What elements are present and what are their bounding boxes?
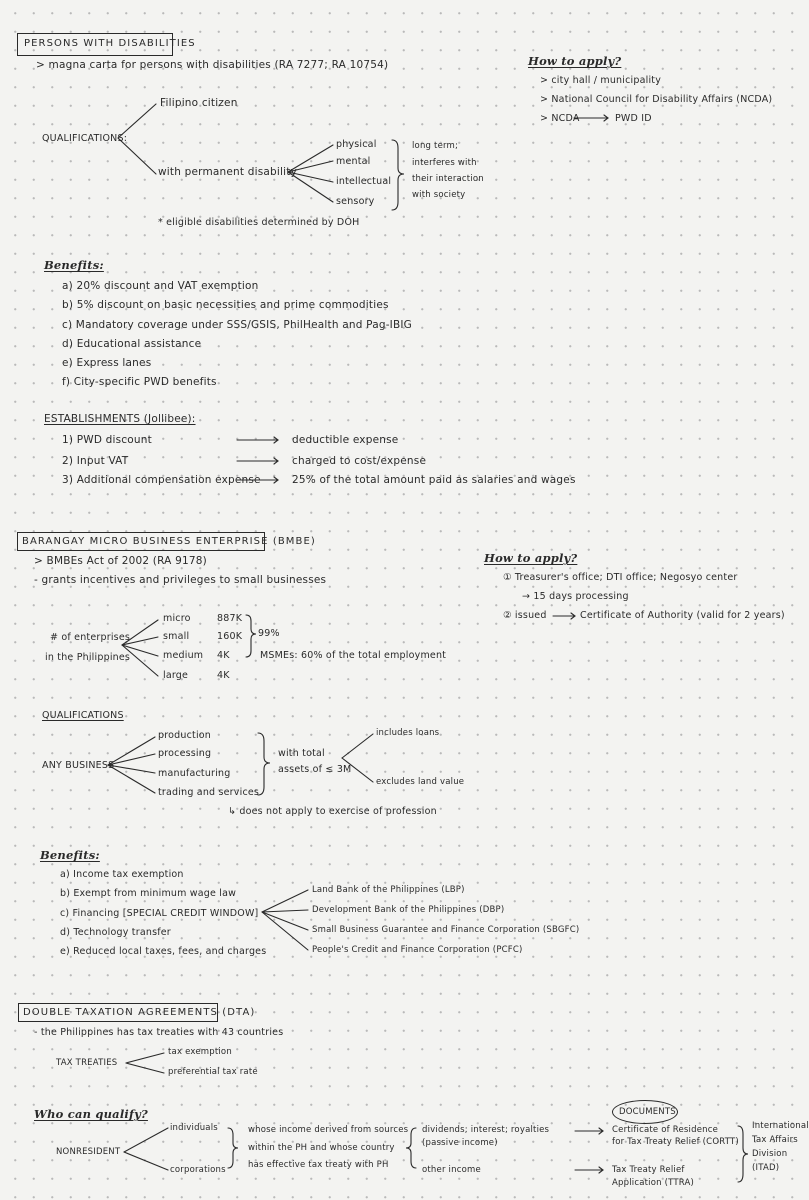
- bmbe-apply-1: ① Treasurer's office; DTI office; Negosyo center: [503, 572, 738, 583]
- estab-item-3-result: 25% of the total amount paid as salaries and wages: [292, 474, 576, 486]
- cortt-2: for Tax Treaty Relief (CORTT): [612, 1137, 739, 1147]
- branch-includes: [342, 734, 373, 758]
- bank-sbgfc: Small Business Guarantee and Finance Corporation (SBGFC): [312, 925, 580, 935]
- includes-loans: includes loans: [376, 728, 440, 738]
- size-small: small: [163, 631, 190, 642]
- assets-2: assets of ≤ 3M: [278, 764, 352, 775]
- who-qualify-title: Who can qualify?: [34, 1107, 148, 1121]
- bmbe-benefit-b: b) Exempt from minimum wage law: [60, 888, 237, 899]
- pwd-type-mental: mental: [336, 156, 371, 167]
- msmes-note: MSMEs: 60% of the total employment: [260, 650, 447, 661]
- cortt-1: Certificate of Residence: [612, 1125, 719, 1135]
- enterprise-label-1: # of enterprises: [50, 632, 131, 643]
- enterprise-label-2: in the Philippines: [45, 652, 131, 663]
- pwd-longterm-4: with society: [412, 190, 466, 200]
- pwd-apply-item-1: > city hall / municipality: [540, 75, 662, 86]
- income-source-1: whose income derived from sources: [248, 1125, 409, 1135]
- bmbe-apply-1b: → 15 days processing: [522, 591, 629, 602]
- bmbe-benefit-a: a) Income tax exemption: [60, 869, 184, 880]
- activity-production: production: [158, 730, 212, 741]
- dta-treaties-note: - the Philippines has tax treaties with 43 countries: [34, 1027, 284, 1038]
- ttra-2: Application (TTRA): [612, 1178, 695, 1188]
- pwd-benefit-c: c) Mandatory coverage under SSS/GSIS, PhilHealth and Pag-IBIG: [62, 319, 413, 331]
- brace-pwd: [392, 140, 404, 210]
- pct-99: 99%: [258, 628, 280, 639]
- branch-processing: [108, 754, 155, 765]
- any-business: ANY BUSINESS: [42, 760, 115, 771]
- bmbe-apply-2b: Certificate of Authority (valid for 2 years): [580, 610, 785, 621]
- estab-item-2: 2) Input VAT: [62, 455, 129, 467]
- pwd-benefit-d: d) Educational assistance: [62, 338, 202, 350]
- itad-2: Tax Affairs: [752, 1135, 798, 1145]
- bmbe-grants: - grants incentives and privileges to small businesses: [34, 574, 327, 586]
- bmbe-benefit-c: c) Financing [SPECIAL CREDIT WINDOW]: [60, 908, 259, 919]
- pwd-apply-item-3: > NCDA: [540, 113, 580, 124]
- itad-4: (ITAD): [752, 1163, 780, 1173]
- tax-treaties-label: TAX TREATIES: [56, 1058, 118, 1068]
- dta-title: DOUBLE TAXATION AGREEMENTS (DTA): [23, 1007, 256, 1018]
- bmbe-title: BARANGAY MICRO BUSINESS ENTERPRISE (BMBE): [22, 536, 316, 547]
- treaty-tax-exemption: tax exemption: [168, 1047, 232, 1057]
- pwd-benefit-f: f) City-specific PWD benefits: [62, 376, 217, 388]
- activity-processing: processing: [158, 748, 212, 759]
- passive-2: (passive income): [422, 1138, 498, 1148]
- brace-dta-1: [228, 1128, 238, 1168]
- bmbe-apply-2: ② issued: [503, 610, 547, 621]
- size-medium-count: 4K: [217, 650, 230, 661]
- branch-corporations: [124, 1152, 168, 1170]
- size-micro-count: 887K: [217, 613, 243, 624]
- bmbe-benefit-d: d) Technology transfer: [60, 927, 171, 938]
- pwd-benefit-e: e) Express lanes: [62, 357, 152, 369]
- brace-sizes: [246, 615, 256, 657]
- passive-1: dividends; interest; royalties: [422, 1125, 550, 1135]
- estab-title: ESTABLISHMENTS (Jollibee):: [44, 413, 196, 425]
- branch-individuals: [124, 1128, 168, 1152]
- bmbe-benefit-e: e) Reduced local taxes, fees, and charges: [60, 946, 267, 957]
- pwd-permanent: with permanent disability: [158, 166, 297, 178]
- estab-item-1-result: deductible expense: [292, 434, 399, 446]
- pwd-apply-item-2: > National Council for Disability Affairs (NCDA): [540, 94, 773, 105]
- branch-dbp: [262, 910, 308, 912]
- size-micro: micro: [163, 613, 191, 624]
- ttra-1: Tax Treaty Relief: [612, 1165, 685, 1175]
- branch-pcfc: [262, 912, 308, 950]
- assets-1: with total: [278, 748, 325, 759]
- bmbe-act: > BMBEs Act of 2002 (RA 9178): [34, 555, 207, 567]
- pwd-longterm-2: interferes with: [412, 158, 477, 168]
- estab-item-1: 1) PWD discount: [62, 434, 152, 446]
- branch-lbp: [262, 890, 308, 912]
- brace-itad: [738, 1126, 748, 1182]
- bmbe-benefits-title: Benefits:: [40, 848, 100, 862]
- itad-1: International: [752, 1121, 809, 1131]
- pwd-longterm-3: their interaction: [412, 174, 484, 184]
- itad-3: Division: [752, 1149, 788, 1159]
- profession-note: ↳ does not apply to exercise of profession: [228, 806, 437, 817]
- size-large: large: [163, 670, 189, 681]
- treaty-preferential: preferential tax rate: [168, 1067, 258, 1077]
- brace-business: [258, 733, 270, 795]
- size-medium: medium: [163, 650, 204, 661]
- other-income: other income: [422, 1165, 481, 1175]
- pwd-benefits-title: Benefits:: [44, 258, 104, 272]
- nonresident-label: NONRESIDENT: [56, 1147, 121, 1157]
- activity-manufacturing: manufacturing: [158, 768, 231, 779]
- pwd-type-physical: physical: [336, 139, 377, 150]
- activity-trading: trading and services: [158, 787, 260, 798]
- pwd-qual-label: QUALIFICATIONS:: [42, 133, 128, 144]
- excludes-land: excludes land value: [376, 777, 465, 787]
- kind-corporations: corporations: [170, 1165, 226, 1175]
- pwd-apply-item-4: PWD ID: [615, 113, 652, 124]
- size-large-count: 4K: [217, 670, 230, 681]
- pwd-type-intellectual: intellectual: [336, 176, 392, 187]
- branch-production: [108, 737, 155, 765]
- pwd-type-sensory: sensory: [336, 196, 375, 207]
- branch-sbgfc: [262, 912, 308, 930]
- pwd-law: > magna carta for persons with disabilities (RA 7277; RA 10754): [36, 59, 389, 71]
- branch-tax-exemption: [126, 1053, 164, 1063]
- estab-item-2-result: charged to cost/expense: [292, 455, 427, 467]
- pwd-longterm-1: long term;: [412, 141, 459, 151]
- kind-individuals: individuals: [170, 1123, 218, 1133]
- pwd-citizen: Filipino citizen: [160, 97, 238, 109]
- bank-dbp: Development Bank of the Philippines (DBP): [312, 905, 505, 915]
- pwd-doh-note: * eligible disabilities determined by DOH: [158, 217, 360, 228]
- bmbe-qual-title: QUALIFICATIONS: [42, 710, 124, 721]
- pwd-benefit-b: b) 5% discount on basic necessities and prime commodities: [62, 299, 389, 311]
- bank-pcfc: People's Credit and Finance Corporation (PCFC): [312, 945, 523, 955]
- pwd-benefit-a: a) 20% discount and VAT exemption: [62, 280, 259, 292]
- pwd-title: PERSONS WITH DISABILITIES: [24, 38, 196, 49]
- size-small-count: 160K: [217, 631, 243, 642]
- branch-preferential: [126, 1063, 164, 1073]
- pwd-apply-title: How to apply?: [528, 54, 622, 68]
- bank-lbp: Land Bank of the Philippines (LBP): [312, 885, 465, 895]
- documents-label: DOCUMENTS: [619, 1107, 676, 1117]
- bmbe-apply-title: How to apply?: [484, 551, 578, 565]
- estab-item-3: 3) Additional compensation expense: [62, 474, 261, 486]
- income-source-2: within the PH and whose country: [248, 1143, 395, 1153]
- income-source-3: has effective tax treaty with PH: [248, 1160, 389, 1170]
